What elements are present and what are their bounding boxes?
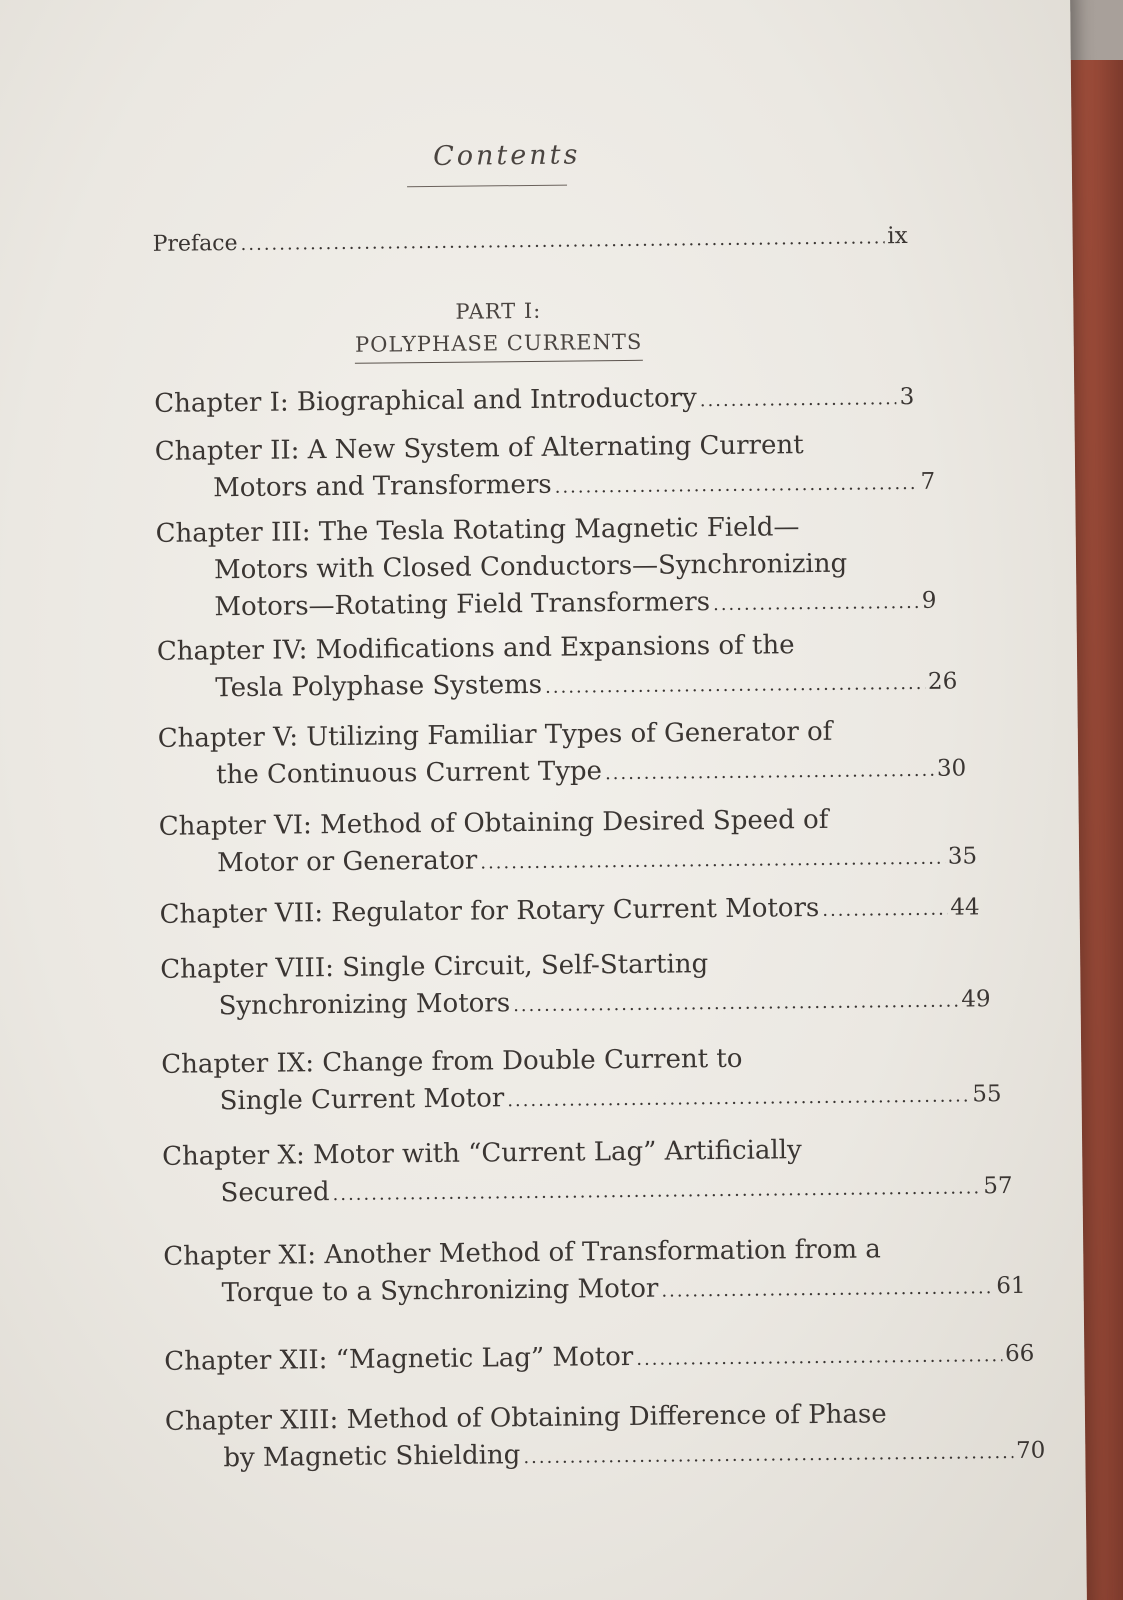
- chapter-title-line: Chapter II: A New System of Alternating Current: [154, 430, 804, 467]
- chapter-title-line: Chapter IV: Modifications and Expansions of the: [156, 630, 795, 667]
- contents-heading: Contents: [432, 139, 581, 172]
- chapter-title-line: [154, 378, 914, 425]
- chapter-page-number: 57: [983, 1172, 1013, 1200]
- dot-leader: [700, 380, 897, 419]
- chapter-page-number: 30: [936, 755, 967, 782]
- dot-leader: [713, 584, 919, 623]
- preface-entry: [152, 218, 907, 264]
- part-title: POLYPHASE CURRENTS: [355, 326, 643, 364]
- dot-leader: [605, 752, 934, 792]
- chapter-entry: [157, 626, 958, 710]
- chapter-title-line: Chapter V: Utilizing Familiar Types of Generator of: [157, 716, 833, 754]
- chapter-title-text: Motor or Generator: [216, 845, 478, 879]
- chapter-title-text: Motors—Rotating Field Transformers: [214, 587, 711, 623]
- chapter-title-text: Synchronizing Motors: [218, 988, 511, 1022]
- dot-leader: [554, 465, 917, 506]
- chapter-title-line: Chapter XI: Another Method of Transformation from a: [163, 1234, 882, 1272]
- chapter-title-line: [156, 582, 936, 629]
- chapter-title-line: [160, 980, 990, 1028]
- chapter-page-number: 26: [927, 668, 958, 695]
- chapter-title-line: [164, 1335, 1034, 1383]
- chapter-page-number: 35: [947, 843, 978, 870]
- chapter-title-line: Chapter IX: Change from Double Current to: [161, 1043, 743, 1080]
- chapter-entry: [159, 888, 979, 936]
- dot-leader: [332, 1169, 980, 1213]
- chapter-title-text: Tesla Polyphase Systems: [215, 669, 543, 704]
- preface-label: Preface: [152, 231, 238, 257]
- dot-leader: [480, 840, 945, 882]
- chapter-page-number: 55: [972, 1081, 1002, 1108]
- chapter-page-number: 49: [961, 986, 991, 1013]
- chapter-title-text: Single Current Motor: [219, 1083, 505, 1117]
- dot-leader: [822, 891, 947, 929]
- chapter-title-text: Torque to a Synchronizing Motor: [221, 1273, 659, 1309]
- chapter-page-number: 9: [921, 587, 937, 614]
- preface-page-number: ix: [887, 223, 908, 250]
- chapter-title-line: Motors with Closed Conductors—Synchronizing: [213, 548, 848, 586]
- chapter-page-number: 61: [996, 1272, 1026, 1300]
- chapter-title-text: by Magnetic Shielding: [223, 1440, 521, 1474]
- chapter-title-text: Chapter XII: “Magnetic Lag” Motor: [164, 1341, 634, 1377]
- chapter-title-line: Chapter III: The Tesla Rotating Magnetic Field—: [155, 512, 800, 549]
- chapter-title-line: [157, 663, 957, 710]
- chapter-title-line: [155, 463, 935, 510]
- chapter-title-line: Chapter XIII: Method of Obtaining Difference of Phase: [164, 1399, 887, 1437]
- chapter-title-line: Chapter VIII: Single Circuit, Self-Starting: [160, 949, 709, 985]
- chapter-page-number: 66: [1004, 1340, 1035, 1368]
- chapter-title-text: Chapter VII: Regulator for Rotary Current Motors: [159, 892, 820, 930]
- chapter-title-line: Chapter VI: Method of Obtaining Desired Speed of: [158, 804, 829, 842]
- chapter-title-line: [165, 1432, 1045, 1480]
- dot-leader: [545, 665, 925, 706]
- chapter-title-text: Secured: [220, 1177, 330, 1209]
- chapter-entry: [154, 378, 914, 425]
- chapter-title-text: Motors and Transformers: [213, 469, 552, 504]
- dot-leader: [240, 219, 884, 263]
- chapter-title-line: [159, 837, 977, 885]
- chapter-title-line: [159, 888, 979, 936]
- dot-leader: [661, 1269, 993, 1309]
- chapter-title-text: Chapter I: Biographical and Introductory: [154, 383, 697, 419]
- chapter-entry: [165, 1395, 1046, 1480]
- chapter-title-text: the Continuous Current Type: [216, 756, 603, 791]
- chapter-page-number: 7: [920, 468, 936, 495]
- chapter-entry: [160, 943, 991, 1028]
- chapter-title-line: Chapter X: Motor with “Current Lag” Artificially: [162, 1135, 802, 1172]
- chapter-title-line: [158, 749, 966, 796]
- chapter-entry: [155, 508, 936, 629]
- chapter-title-line: [161, 1075, 1001, 1123]
- chapter-entry: [164, 1335, 1034, 1383]
- chapter-entry: [158, 712, 967, 796]
- chapter-title-line: [162, 1167, 1012, 1215]
- chapter-entry: [159, 800, 978, 885]
- chapter-entry: [163, 1230, 1026, 1315]
- chapter-entry: [162, 1130, 1013, 1215]
- chapter-page-number: 3: [899, 383, 915, 411]
- dot-leader: [636, 1337, 1002, 1378]
- dot-leader: [507, 1077, 969, 1119]
- chapter-entry: [161, 1038, 1002, 1123]
- part-label: PART I:: [455, 298, 542, 324]
- part-heading: [313, 293, 684, 364]
- heading-underline: [407, 185, 567, 188]
- chapter-entry: [155, 426, 936, 510]
- dot-leader: [513, 983, 959, 1025]
- chapter-title-line: [163, 1267, 1025, 1315]
- chapter-page-number: 70: [1015, 1437, 1046, 1464]
- chapter-page-number: 44: [950, 894, 980, 921]
- dot-leader: [523, 1434, 1013, 1476]
